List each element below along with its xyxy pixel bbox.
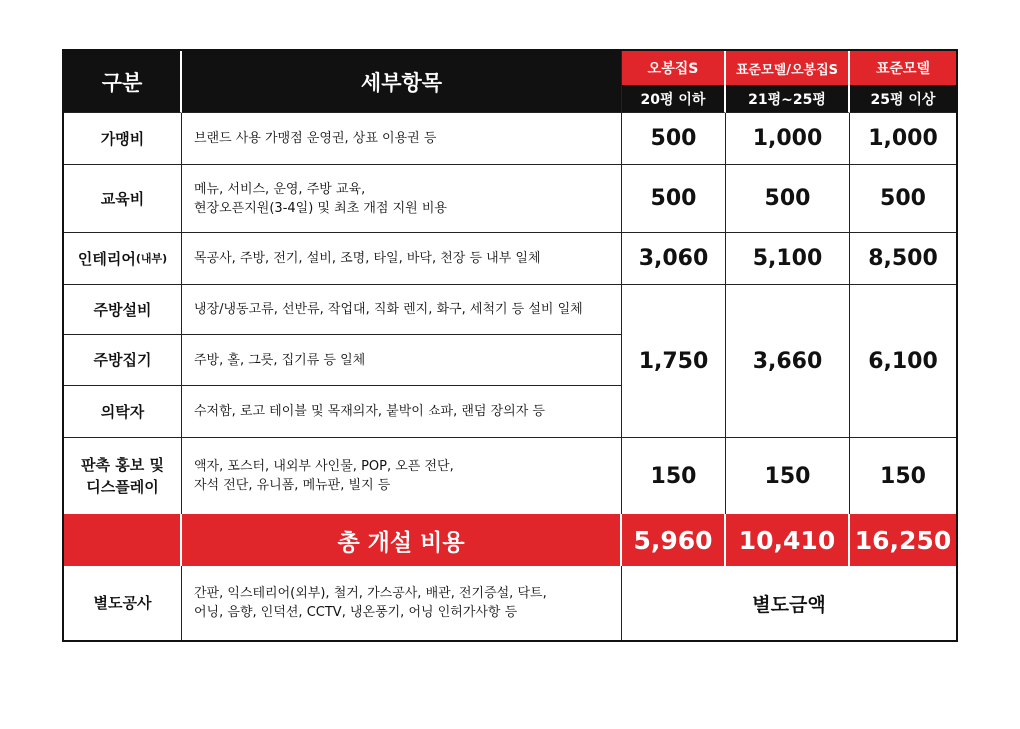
row-furniture-category: 의탁자 [64,386,182,438]
row-education-category: 교육비 [64,165,182,233]
row-promotion-details-line1: 액자, 포스터, 내외부 사인물, POP, 오픈 전단, [194,459,454,474]
row-extra-construction-value: 별도금액 [752,593,826,616]
row-interior-category-label: 인테리어 [77,249,136,268]
model-size-3: 25평 이상 [850,85,956,113]
row-kitchen-equipment-details: 냉장/냉동고류, 선반류, 작업대, 직화 렌지, 화구, 세척기 등 설비 일체 [182,285,622,335]
equipment-merged-value-1: 1,750 [622,285,726,438]
total-row-spacer [64,514,182,566]
row-promotion-category-line1: 판촉 홍보 및 [81,456,164,474]
row-interior-value-1: 3,060 [622,233,726,285]
model-name-2: 표준모델/오봉집S [726,51,850,85]
row-franchise-fee-category: 가맹비 [64,113,182,165]
model-size-1: 20평 이하 [622,85,726,113]
row-franchise-fee-value-2: 1,000 [726,113,850,165]
total-value-3: 16,250 [850,514,956,566]
row-extra-construction-details [182,566,622,640]
row-education-details-line1: 메뉴, 서비스, 운영, 주방 교육, [194,181,366,197]
row-promotion-value-1: 150 [622,438,726,514]
row-education-details-line2: 현장오픈지원(3-4일) 및 최초 개점 지원 비용 [194,200,447,216]
row-education-value-1: 500 [622,165,726,233]
row-interior-value-3: 8,500 [850,233,956,285]
row-franchise-fee-value-3: 1,000 [850,113,956,165]
row-promotion-value-3: 150 [880,463,926,489]
equipment-merged-value-3: 6,100 [850,285,956,438]
row-promotion-details-line2: 자석 전단, 유니폼, 메뉴판, 빌지 등 [194,478,391,493]
row-promotion-category [64,438,182,514]
total-value-1: 5,960 [622,514,726,566]
row-education-value-3: 500 [850,165,956,233]
row-promotion-category-line2: 디스플레이 [86,478,159,496]
row-interior-category [64,233,182,285]
row-interior-value-2: 5,100 [726,233,850,285]
row-franchise-fee-value-1: 500 [622,113,726,165]
row-education-value-2: 500 [726,165,850,233]
row-franchise-fee-details: 브랜드 사용 가맹점 운영권, 상표 이용권 등 [182,113,622,165]
total-value-2: 10,410 [726,514,850,566]
row-promotion-details [182,438,622,514]
model-name-3: 표준모델 [850,51,956,85]
row-interior-category-suffix: (내부) [135,251,168,265]
row-education-details [182,165,622,233]
franchise-cost-table [62,49,958,642]
row-kitchen-utensils-category: 주방집기 [64,335,182,386]
row-extra-construction-details-line1: 간판, 익스테리어(외부), 철거, 가스공사, 배관, 전기증설, 닥트, [194,586,547,601]
row-extra-construction-category: 별도공사 [64,566,182,640]
row-kitchen-utensils-details: 주방, 홀, 그릇, 집기류 등 일체 [182,335,622,386]
row-interior-details: 목공사, 주방, 전기, 설비, 조명, 타일, 바닥, 천장 등 내부 일체 [182,233,622,285]
model-name-1: 오봉집S [622,51,726,85]
row-promotion-value-2: 150 [726,438,850,514]
total-label: 총 개설 비용 [182,514,622,566]
row-extra-construction-details-line2: 어닝, 음향, 인덕션, CCTV, 냉온풍기, 어닝 인허가사항 등 [194,605,518,620]
equipment-merged-value-2: 3,660 [726,285,850,438]
model-size-2: 21평~25평 [726,85,850,113]
row-kitchen-equipment-category: 주방설비 [64,285,182,335]
row-furniture-details: 수저함, 로고 테이블 및 목재의자, 붙박이 쇼파, 랜덤 장의자 등 [182,386,622,438]
header-details: 세부항목 [182,51,622,113]
header-category: 구분 [64,51,182,113]
